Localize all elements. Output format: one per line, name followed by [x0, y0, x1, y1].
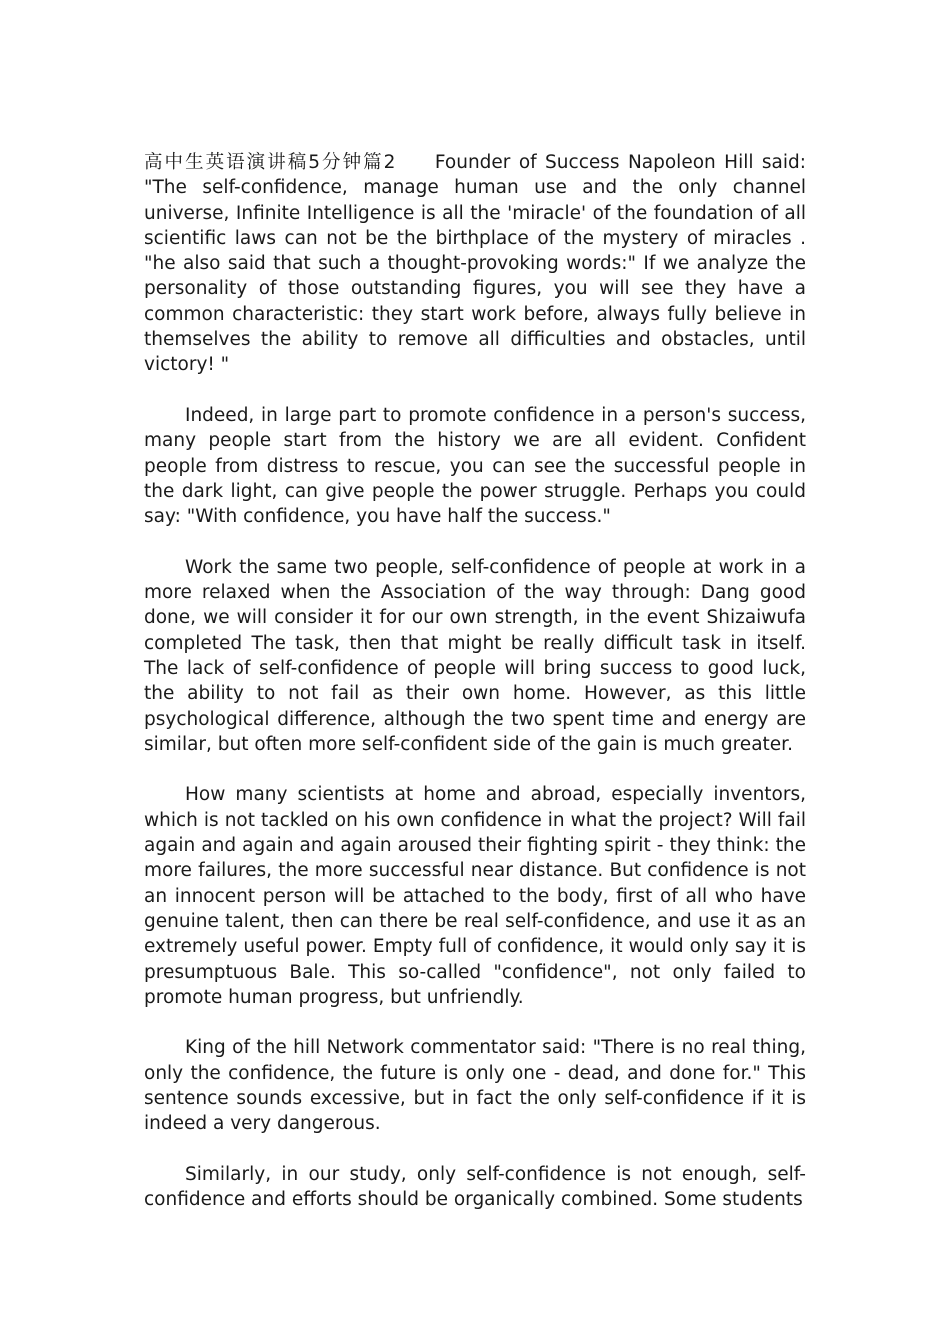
paragraph-3: Work the same two people, self-confidence of people at work in a more relaxed when the Association of the way through: Dang good done, we will consider it for our own strength, in the event Shizaiwufa completed The task, then that might be really difficult task in itself. The lack of self-confidence of people will bring success to good luck, the ability to not fail as their own home. However, as this little psychological difference, although the two spent time and energy are similar, but often more self-confident side of the gain is much greater.: [144, 556, 806, 755]
document-heading: 高中生英语演讲稿5分钟篇2: [144, 152, 395, 173]
paragraph-6: Similarly, in our study, only self-confidence is not enough, self-confidence and efforts should be organically combined. Some students: [144, 1163, 806, 1211]
paragraph-1: [144, 150, 806, 378]
paragraph-4: How many scientists at home and abroad, especially inventors, which is not tackled on his own confidence in what the project? Will fail again and again and again aroused their fighting spirit - they think: the more failures, the more successful near distance. But confidence is not an innocent person will be attached to the body, first of all who have genuine talent, then can there be real self-confidence, and use it as an extremely useful power. Empty full of confidence, it would only say it is presumptuous Bale. This so-called "confidence", not only failed to promote human progress, but unfriendly.: [144, 784, 806, 1008]
document-body: [144, 150, 806, 1212]
paragraph-2: Indeed, in large part to promote confidence in a person's success, many people start from the history we are all evident. Confident people from distress to rescue, you can see the successful people in the dark light, can give people the power struggle. Perhaps you could say: "With confidence, you have half the success.": [144, 404, 806, 528]
paragraph-5: King of the hill Network commentator said: "There is no real thing, only the confidence, the future is only one - dead, and done for." This sentence sounds excessive, but in fact the only self-confidence if it is indeed a very dangerous.: [144, 1037, 806, 1135]
paragraph-1-text: Founder of Success Napoleon Hill said: "The self-confidence, manage human use and the only channel universe, Infinite Intelligence is all the 'miracle' of the foundation of all scientific laws can not be the birthplace of the mystery of miracles . "he also said that such a thought-provoking words:" If we analyze the personality of those outstanding figures, you will see they have a common characteristic: they start work before, always fully believe in themselves the ability to remove all difficulties and obstacles, until victory! ": [144, 152, 806, 376]
